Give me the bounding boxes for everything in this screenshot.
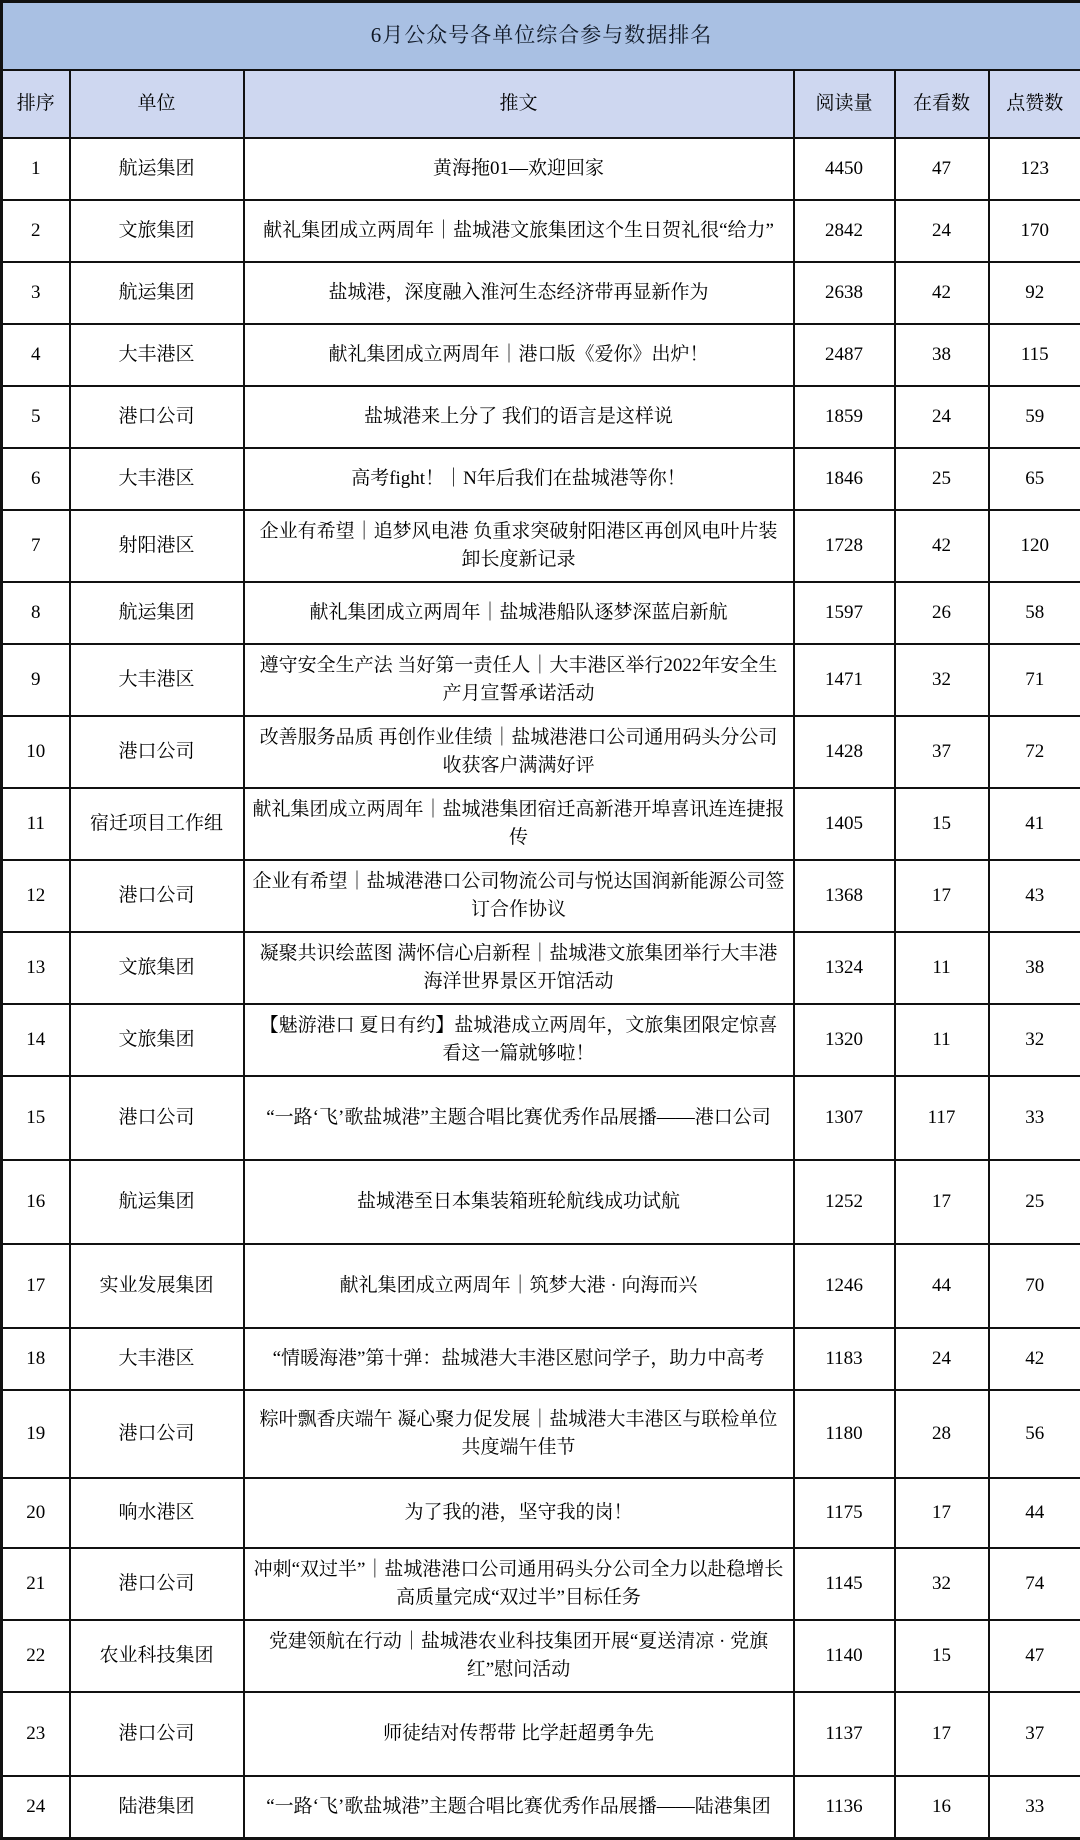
rank-cell: 10	[2, 716, 70, 788]
reads-cell: 1136	[794, 1776, 895, 1838]
reads-cell: 1859	[794, 386, 895, 448]
post-title-cell: 改善服务品质 再创作业佳绩｜盐城港港口公司通用码头分公司收获客户满满好评	[244, 716, 794, 788]
watches-cell: 24	[895, 386, 989, 448]
table-title: 6月公众号各单位综合参与数据排名	[2, 2, 1080, 71]
post-title-cell: 【魅游港口 夏日有约】盐城港成立两周年，文旅集团限定惊喜看这一篇就够啦！	[244, 1004, 794, 1076]
table-row	[2, 262, 1080, 324]
rank-cell: 14	[2, 1004, 70, 1076]
reads-cell: 1324	[794, 932, 895, 1004]
likes-cell: 72	[989, 716, 1080, 788]
watches-cell: 47	[895, 138, 989, 200]
watches-cell: 17	[895, 860, 989, 932]
reads-cell: 1307	[794, 1076, 895, 1160]
table-body	[2, 138, 1080, 1838]
unit-cell: 港口公司	[70, 1548, 244, 1620]
reads-cell: 2638	[794, 262, 895, 324]
unit-cell: 大丰港区	[70, 644, 244, 716]
likes-cell: 56	[989, 1390, 1080, 1478]
watches-cell: 15	[895, 1620, 989, 1692]
table-row	[2, 860, 1080, 932]
reads-cell: 1597	[794, 582, 895, 644]
table-header-row	[2, 70, 1080, 138]
watches-cell: 37	[895, 716, 989, 788]
reads-cell: 1368	[794, 860, 895, 932]
likes-cell: 33	[989, 1076, 1080, 1160]
table-title-row	[2, 2, 1080, 71]
rank-cell: 17	[2, 1244, 70, 1328]
unit-cell: 航运集团	[70, 582, 244, 644]
table-row	[2, 582, 1080, 644]
post-title-cell: 献礼集团成立两周年｜盐城港船队逐梦深蓝启新航	[244, 582, 794, 644]
watches-cell: 42	[895, 510, 989, 582]
post-title-cell: 高考fight！｜N年后我们在盐城港等你！	[244, 448, 794, 510]
watches-cell: 26	[895, 582, 989, 644]
likes-cell: 38	[989, 932, 1080, 1004]
reads-cell: 2487	[794, 324, 895, 386]
unit-cell: 宿迁项目工作组	[70, 788, 244, 860]
post-title-cell: 凝聚共识绘蓝图 满怀信心启新程｜盐城港文旅集团举行大丰港海洋世界景区开馆活动	[244, 932, 794, 1004]
likes-cell: 115	[989, 324, 1080, 386]
table-row	[2, 1244, 1080, 1328]
reads-cell: 1175	[794, 1478, 895, 1548]
rank-cell: 21	[2, 1548, 70, 1620]
table-row	[2, 386, 1080, 448]
likes-cell: 70	[989, 1244, 1080, 1328]
post-title-cell: “一路‘飞’歌盐城港”主题合唱比赛优秀作品展播——陆港集团	[244, 1776, 794, 1838]
watches-cell: 24	[895, 1328, 989, 1390]
reads-cell: 1846	[794, 448, 895, 510]
rank-cell: 12	[2, 860, 70, 932]
unit-cell: 港口公司	[70, 860, 244, 932]
rank-cell: 4	[2, 324, 70, 386]
unit-cell: 陆港集团	[70, 1776, 244, 1838]
unit-cell: 港口公司	[70, 386, 244, 448]
reads-cell: 1246	[794, 1244, 895, 1328]
rank-cell: 6	[2, 448, 70, 510]
reads-cell: 4450	[794, 138, 895, 200]
watches-cell: 16	[895, 1776, 989, 1838]
rank-cell: 16	[2, 1160, 70, 1244]
unit-cell: 港口公司	[70, 1692, 244, 1776]
rank-cell: 15	[2, 1076, 70, 1160]
table-row	[2, 644, 1080, 716]
likes-cell: 123	[989, 138, 1080, 200]
unit-cell: 航运集团	[70, 1160, 244, 1244]
post-title-cell: 盐城港，深度融入淮河生态经济带再显新作为	[244, 262, 794, 324]
unit-cell: 港口公司	[70, 1390, 244, 1478]
table-row	[2, 716, 1080, 788]
table-row	[2, 1548, 1080, 1620]
post-title-cell: 盐城港至日本集装箱班轮航线成功试航	[244, 1160, 794, 1244]
post-title-cell: 献礼集团成立两周年｜盐城港文旅集团这个生日贺礼很“给力”	[244, 200, 794, 262]
table-row	[2, 200, 1080, 262]
likes-cell: 42	[989, 1328, 1080, 1390]
rank-cell: 7	[2, 510, 70, 582]
rank-cell: 9	[2, 644, 70, 716]
rank-cell: 3	[2, 262, 70, 324]
likes-cell: 59	[989, 386, 1080, 448]
rank-cell: 2	[2, 200, 70, 262]
watches-cell: 42	[895, 262, 989, 324]
rank-cell: 5	[2, 386, 70, 448]
table-row	[2, 1328, 1080, 1390]
reads-cell: 1140	[794, 1620, 895, 1692]
post-title-cell: 为了我的港，坚守我的岗！	[244, 1478, 794, 1548]
unit-cell: 大丰港区	[70, 324, 244, 386]
reads-cell: 1137	[794, 1692, 895, 1776]
table-row	[2, 1478, 1080, 1548]
unit-cell: 文旅集团	[70, 1004, 244, 1076]
likes-cell: 44	[989, 1478, 1080, 1548]
post-title-cell: 企业有希望｜追梦风电港 负重求突破射阳港区再创风电叶片装卸长度新记录	[244, 510, 794, 582]
rank-cell: 13	[2, 932, 70, 1004]
reads-cell: 1180	[794, 1390, 895, 1478]
table-row	[2, 510, 1080, 582]
table-row	[2, 1076, 1080, 1160]
rank-cell: 20	[2, 1478, 70, 1548]
reads-cell: 1320	[794, 1004, 895, 1076]
likes-cell: 65	[989, 448, 1080, 510]
table-row	[2, 788, 1080, 860]
watches-cell: 117	[895, 1076, 989, 1160]
watches-cell: 17	[895, 1478, 989, 1548]
table-row	[2, 1620, 1080, 1692]
column-header-post: 推文	[244, 70, 794, 138]
post-title-cell: 党建领航在行动｜盐城港农业科技集团开展“夏送清凉 · 党旗红”慰问活动	[244, 1620, 794, 1692]
reads-cell: 2842	[794, 200, 895, 262]
column-header-unit: 单位	[70, 70, 244, 138]
rank-cell: 11	[2, 788, 70, 860]
likes-cell: 47	[989, 1620, 1080, 1692]
watches-cell: 11	[895, 1004, 989, 1076]
reads-cell: 1252	[794, 1160, 895, 1244]
watches-cell: 15	[895, 788, 989, 860]
watches-cell: 17	[895, 1692, 989, 1776]
rank-cell: 1	[2, 138, 70, 200]
likes-cell: 32	[989, 1004, 1080, 1076]
column-header-rank: 排序	[2, 70, 70, 138]
column-header-likes: 点赞数	[989, 70, 1080, 138]
likes-cell: 25	[989, 1160, 1080, 1244]
likes-cell: 71	[989, 644, 1080, 716]
likes-cell: 92	[989, 262, 1080, 324]
table-row	[2, 1776, 1080, 1838]
table-row	[2, 1390, 1080, 1478]
reads-cell: 1405	[794, 788, 895, 860]
unit-cell: 文旅集团	[70, 200, 244, 262]
post-title-cell: 盐城港来上分了 我们的语言是这样说	[244, 386, 794, 448]
watches-cell: 17	[895, 1160, 989, 1244]
unit-cell: 航运集团	[70, 262, 244, 324]
likes-cell: 33	[989, 1776, 1080, 1838]
post-title-cell: 遵守安全生产法 当好第一责任人｜大丰港区举行2022年安全生产月宣誓承诺活动	[244, 644, 794, 716]
watches-cell: 32	[895, 644, 989, 716]
unit-cell: 大丰港区	[70, 448, 244, 510]
watches-cell: 25	[895, 448, 989, 510]
unit-cell: 大丰港区	[70, 1328, 244, 1390]
column-header-watches: 在看数	[895, 70, 989, 138]
unit-cell: 文旅集团	[70, 932, 244, 1004]
likes-cell: 37	[989, 1692, 1080, 1776]
post-title-cell: 师徒结对传帮带 比学赶超勇争先	[244, 1692, 794, 1776]
likes-cell: 41	[989, 788, 1080, 860]
reads-cell: 1471	[794, 644, 895, 716]
table-row	[2, 1004, 1080, 1076]
rank-cell: 18	[2, 1328, 70, 1390]
table-row	[2, 138, 1080, 200]
table-row	[2, 932, 1080, 1004]
post-title-cell: 献礼集团成立两周年｜港口版《爱你》出炉！	[244, 324, 794, 386]
table-row	[2, 448, 1080, 510]
rank-cell: 24	[2, 1776, 70, 1838]
watches-cell: 38	[895, 324, 989, 386]
unit-cell: 航运集团	[70, 138, 244, 200]
column-header-reads: 阅读量	[794, 70, 895, 138]
likes-cell: 58	[989, 582, 1080, 644]
unit-cell: 射阳港区	[70, 510, 244, 582]
reads-cell: 1183	[794, 1328, 895, 1390]
rank-cell: 23	[2, 1692, 70, 1776]
post-title-cell: “一路‘飞’歌盐城港”主题合唱比赛优秀作品展播——港口公司	[244, 1076, 794, 1160]
post-title-cell: 冲刺“双过半”｜盐城港港口公司通用码头分公司全力以赴稳增长 高质量完成“双过半”目标任务	[244, 1548, 794, 1620]
watches-cell: 44	[895, 1244, 989, 1328]
unit-cell: 港口公司	[70, 1076, 244, 1160]
table-row	[2, 324, 1080, 386]
table-row	[2, 1160, 1080, 1244]
watches-cell: 11	[895, 932, 989, 1004]
post-title-cell: 献礼集团成立两周年｜盐城港集团宿迁高新港开埠喜讯连连捷报传	[244, 788, 794, 860]
unit-cell: 农业科技集团	[70, 1620, 244, 1692]
rank-cell: 19	[2, 1390, 70, 1478]
reads-cell: 1428	[794, 716, 895, 788]
watches-cell: 24	[895, 200, 989, 262]
table-row	[2, 1692, 1080, 1776]
post-title-cell: “情暖海港”第十弹：盐城港大丰港区慰问学子，助力中高考	[244, 1328, 794, 1390]
rank-cell: 22	[2, 1620, 70, 1692]
reads-cell: 1145	[794, 1548, 895, 1620]
likes-cell: 170	[989, 200, 1080, 262]
watches-cell: 32	[895, 1548, 989, 1620]
unit-cell: 港口公司	[70, 716, 244, 788]
likes-cell: 43	[989, 860, 1080, 932]
post-title-cell: 粽叶飘香庆端午 凝心聚力促发展｜盐城港大丰港区与联检单位共度端午佳节	[244, 1390, 794, 1478]
rank-cell: 8	[2, 582, 70, 644]
likes-cell: 74	[989, 1548, 1080, 1620]
post-title-cell: 黄海拖01—欢迎回家	[244, 138, 794, 200]
post-title-cell: 企业有希望｜盐城港港口公司物流公司与悦达国润新能源公司签订合作协议	[244, 860, 794, 932]
watches-cell: 28	[895, 1390, 989, 1478]
unit-cell: 响水港区	[70, 1478, 244, 1548]
unit-cell: 实业发展集团	[70, 1244, 244, 1328]
reads-cell: 1728	[794, 510, 895, 582]
likes-cell: 120	[989, 510, 1080, 582]
post-title-cell: 献礼集团成立两周年｜筑梦大港 · 向海而兴	[244, 1244, 794, 1328]
